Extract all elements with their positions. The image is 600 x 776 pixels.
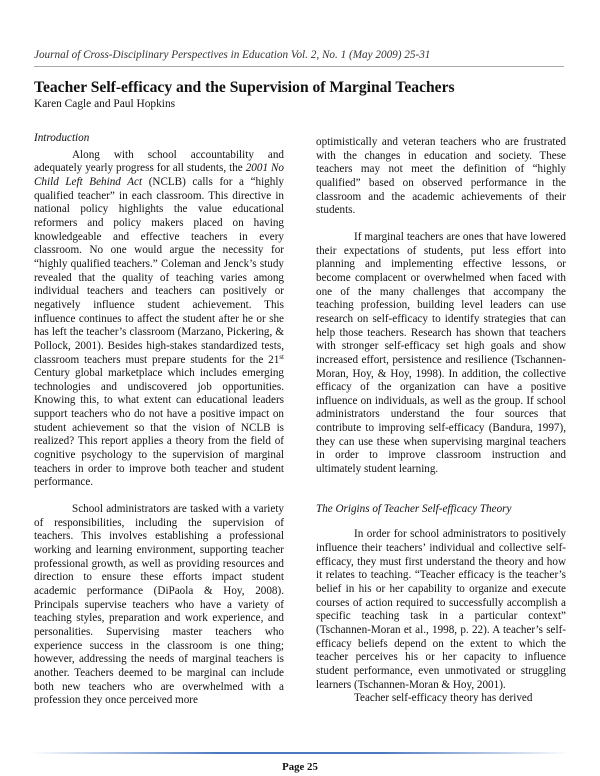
nclb-act-title: 2001 No Child Left Behind Act [34,162,284,188]
introduction-heading: Introduction [34,132,90,144]
left-column [34,132,284,708]
continued-paragraph: optimistically and veteran teachers who are frustrated with the changes in education and society. These teachers may not meet the definition of “highly qualified” based on observed performance in the classroom and the academic achievements of their students. [316,136,566,217]
ordinal-suffix: st [279,352,284,361]
marginal-teachers-paragraph: If marginal teachers are ones that have lowered their expectations of students, put less effort into planning and implementing effective lessons, or become complacent or overwhelmed when faced with one of the many challenges that accompany the teaching profession, building level leaders can use research on self-efficacy to identify strategies that can help those teachers. Research has shown that teachers with stronger self-efficacy set high goals and show increased effort, persistence and resilience (Tschannen-Moran, Hoy, & Hoy, 1998). In addition, the collective efficacy of the organization can have a positive influence on individuals, as well as the group. If school administrators understand the four sources that contribute to improving self-efficacy (Bandura, 1997), they can use these when supervising marginal teachers in order to improve classroom instruction and ultimately student learning. [316,230,566,476]
header-rule [34,66,564,67]
origins-heading: The Origins of Teacher Self-efficacy Theory [316,502,512,515]
article-title: Teacher Self-efficacy and the Supervision of Marginal Teachers [34,79,455,96]
intro-text-a: Along with school accountability and adequately yearly progress for all students, the [34,148,284,175]
page-number: Page 25 [282,761,318,773]
right-column [316,136,566,706]
intro-paragraph-2: School administrators are tasked with a variety of responsibilities, including the supervision of teachers. This involves establishing a professional working and learning environment, supporting teacher professional growth, as well as providing resources and direction to ensure these efforts impact student academic performance (DiPaola & Hoy, 2008). Principals supervise teachers who have a variety of teaching styles, preparation and work experience, and personalities. Supervising master teachers who experience success in the classroom is one thing; however, addressing the needs of marginal teachers is another. Teachers deemed to be marginal can include both new teachers who are overwhelmed with a profession they once perceived more [34,503,284,707]
article-authors: Karen Cagle and Paul Hopkins [34,98,176,110]
journal-header: Journal of Cross-Disciplinary Perspectives in Education Vol. 2, No. 1 (May 2009) 25-31 [34,49,431,61]
intro-text-c: Century global marketplace which includes emerging technologies and undiscovered job opportunities. Knowing this, to what extent can educational leaders support teachers who do not have a positive impact on student achievement so that the vision of NCLB is realized? This report applies a theory from the field of cognitive psychology to the supervision of marginal teachers in order to improve both teacher and student performance. [34,367,284,489]
origins-paragraph-1: In order for school administrators to positively influence their teachers’ individual and collective self-efficacy, they must first understand the theory and how it relates to teaching. “Teacher efficacy is the teacher’s belief in his or her capability to organize and execute courses of action required to successfully accomplish a specific teaching task in a particular context” (Tschannen-Moran et al., 1998, p. 22). A teacher’s self-efficacy beliefs depend on the extent to which the teacher perceives his or her capacity to influence student performance, even unmotivated or struggling learners (Tschannen-Moran & Hoy, 2001). [316,528,566,691]
origins-paragraph-2: Teacher self-efficacy theory has derived [354,692,533,705]
intro-paragraph-1 [34,149,284,490]
footer-rule [30,752,570,754]
intro-text-b: (NCLB) calls for a “highly qualified teacher” in each classroom. This directive in national policy highlights the value educational reformers and policy makers placed on having knowledgeable and effective teachers in every classroom. No one would argue the necessity for “highly qualified teachers.” Coleman and Jenck’s study revealed that the quality of teaching varies among individual teachers and teachers can positively or negatively influence student achievement. This influence continues to affect the student after he or she has left the teacher’s classroom (Marzano, Pickering, & Pollock, 2001). Besides high-stakes standardized tests, classroom teachers must prepare students for the 21 [34,175,284,366]
